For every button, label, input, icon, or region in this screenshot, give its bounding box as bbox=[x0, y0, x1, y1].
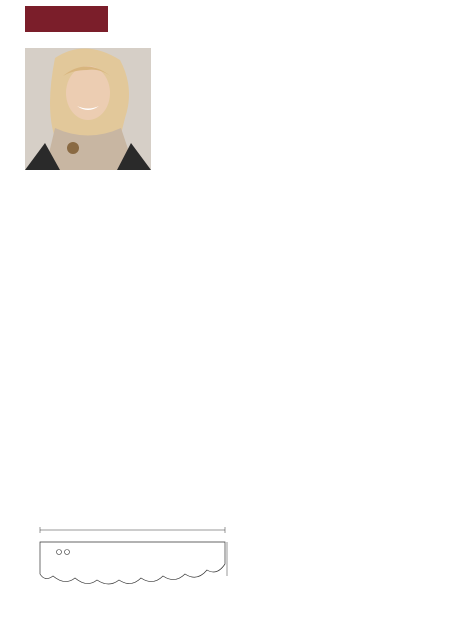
legend bbox=[157, 201, 237, 205]
collar-schematic bbox=[35, 524, 230, 594]
section-tab bbox=[25, 6, 108, 32]
model-photo bbox=[25, 48, 151, 170]
crochet-diagram bbox=[237, 48, 437, 603]
